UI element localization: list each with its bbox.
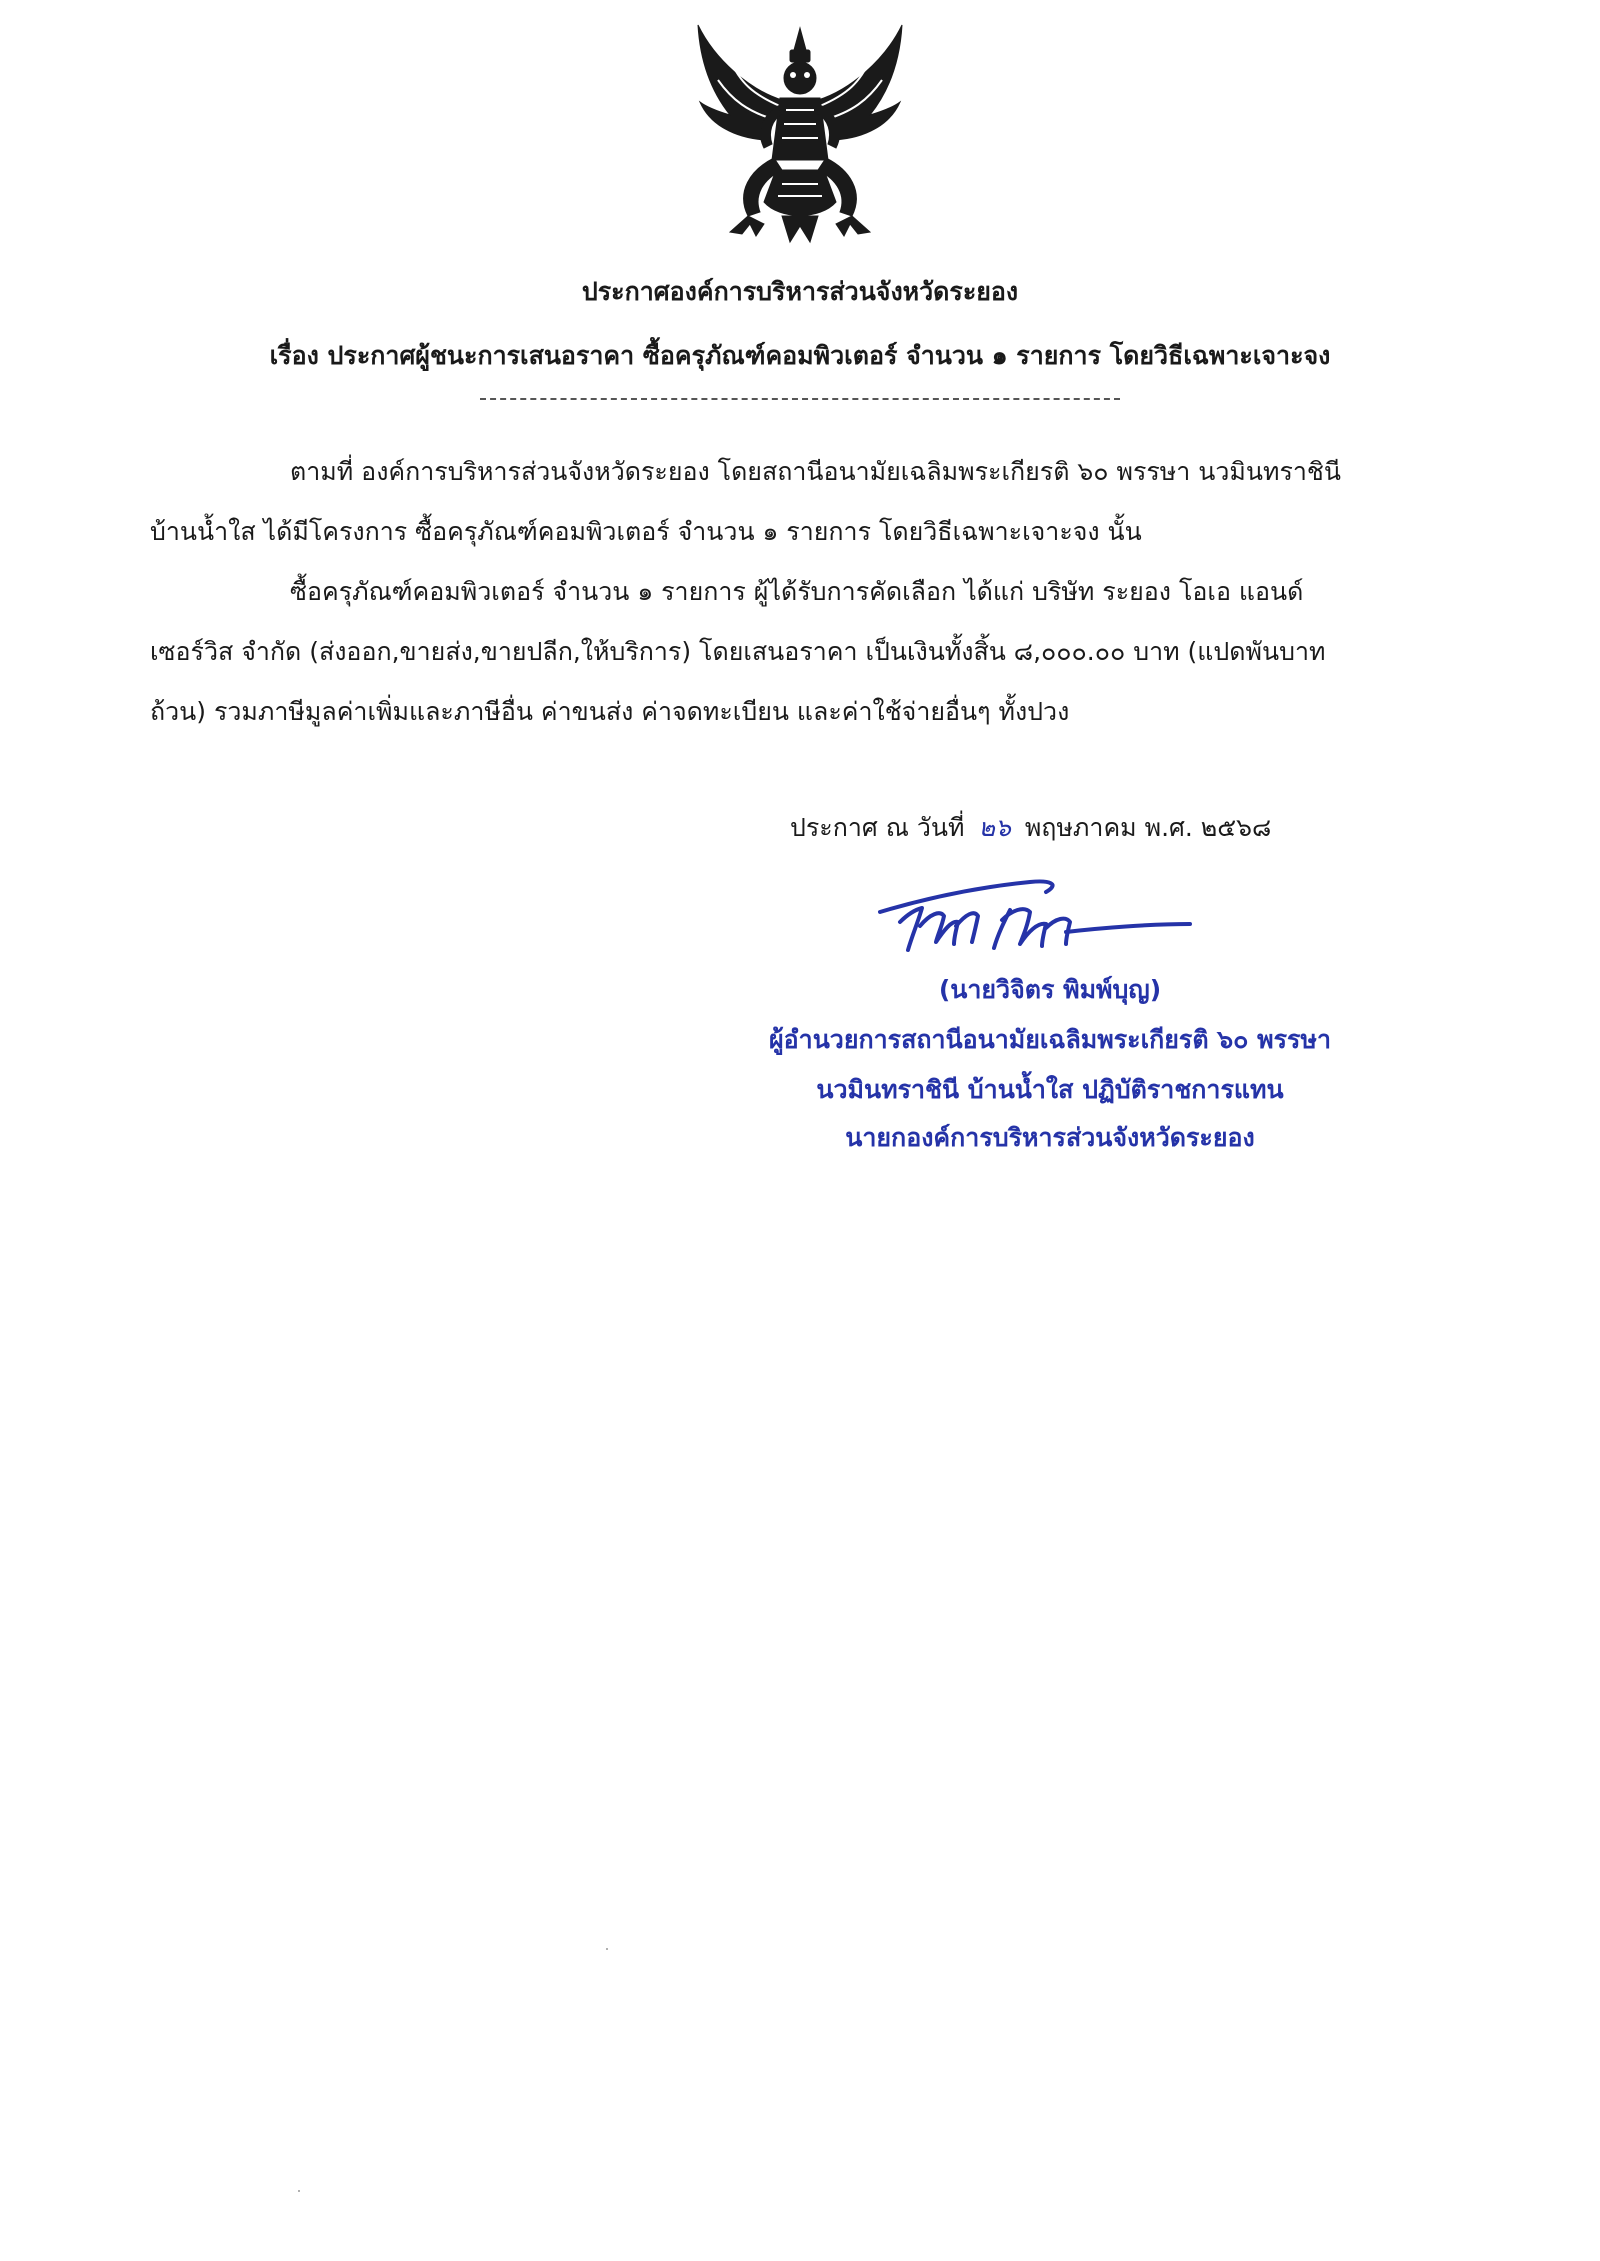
date-month-year: พฤษภาคม พ.ศ. ๒๕๖๘ <box>1024 813 1272 842</box>
date-prefix: ประกาศ ณ วันที่ <box>790 813 965 842</box>
paragraph-2-line-2: เซอร์วิส จำกัด (ส่งออก,ขายส่ง,ขายปลีก,ให้บริการ) โดยเสนอราคา เป็นเงินทั้งสิ้น ๘,๐๐๐.๐๐ บาท (แปดพันบาท <box>150 637 1326 666</box>
signatory-name: (นายวิจิตร พิมพ์บุญ) <box>938 975 1162 1004</box>
announcement-date <box>790 808 1271 848</box>
signatory-position-line-1: ผู้อำนวยการสถานีอนามัยเฉลิมพระเกียรติ ๖๐ พรรษา <box>769 1025 1331 1054</box>
signatory-position-line-3: นายกองค์การบริหารส่วนจังหวัดระยอง <box>845 1123 1255 1152</box>
paragraph-2-line-3: ถ้วน) รวมภาษีมูลค่าเพิ่มและภาษีอื่น ค่าขนส่ง ค่าจดทะเบียน และค่าใช้จ่ายอื่นๆ ทั้งปวง <box>150 697 1070 726</box>
garuda-emblem-icon <box>690 20 910 250</box>
scan-speck <box>298 2190 300 2192</box>
announcement-title: ประกาศองค์การบริหารส่วนจังหวัดระยอง <box>581 277 1019 306</box>
date-day: ๒๖ <box>978 813 1011 842</box>
announcement-subject: เรื่อง ประกาศผู้ชนะการเสนอราคา ซื้อครุภัณฑ์คอมพิวเตอร์ จำนวน ๑ รายการ โดยวิธีเฉพาะเจาะจง <box>269 341 1331 370</box>
paragraph-2-line-1: ซื้อครุภัณฑ์คอมพิวเตอร์ จำนวน ๑ รายการ ผู้ได้รับการคัดเลือก ได้แก่ บริษัท ระยอง โอเอ แอนด์ <box>290 577 1304 606</box>
scan-speck <box>606 1948 608 1950</box>
paragraph-1-line-2: บ้านน้ำใส ได้มีโครงการ ซื้อครุภัณฑ์คอมพิวเตอร์ จำนวน ๑ รายการ โดยวิธีเฉพาะเจาะจง นั้น <box>150 517 1142 546</box>
title-divider <box>480 398 1120 400</box>
signatory-position-line-2: นวมินทราชินี บ้านน้ำใส ปฏิบัติราชการแทน <box>816 1075 1284 1104</box>
handwritten-signature <box>860 870 1240 970</box>
paragraph-1-line-1: ตามที่ องค์การบริหารส่วนจังหวัดระยอง โดยสถานีอนามัยเฉลิมพระเกียรติ ๖๐ พรรษา นวมินทราชินี <box>290 457 1341 486</box>
